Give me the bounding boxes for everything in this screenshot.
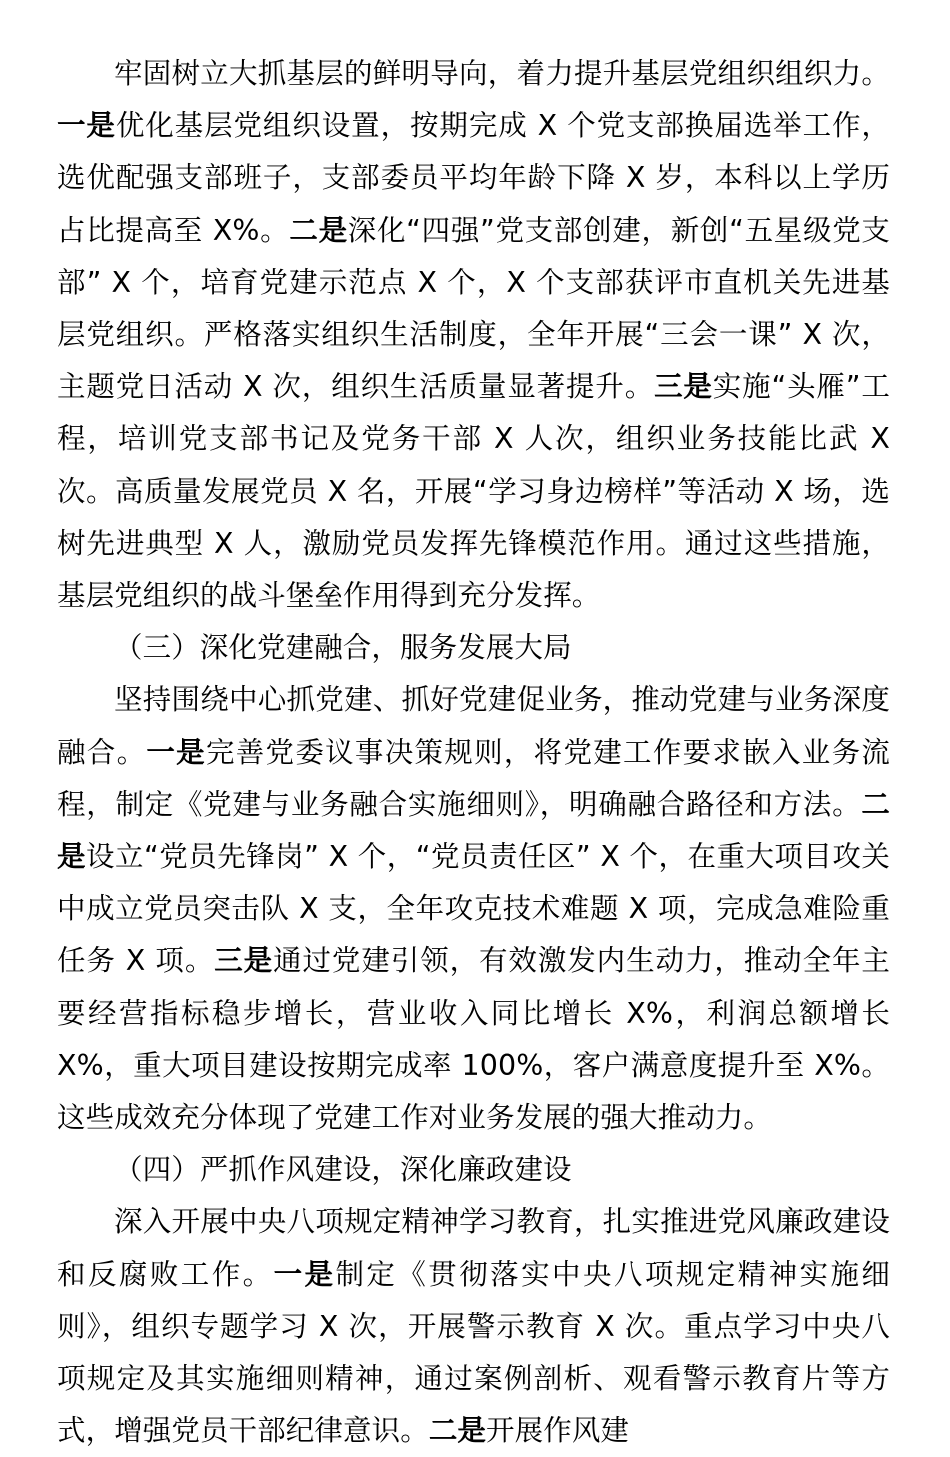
text-run: 开展作风建	[486, 1414, 630, 1448]
enumerator-label: 二是	[428, 1414, 487, 1448]
text-run: 深化“四强”党支部创建，新创“五星级党支部” X 个，培育党建示范点 X 个，X 个支部获评市直机关先进基层党组织。严格落实组织生活制度，全年开展“三会一课” X 次，主题党日活动 X 次，组织生活质量显著提升。	[57, 213, 890, 404]
text-run: 坚持围绕中心抓党建、抓好党建促业务，推动党建与业务深度融合。	[57, 683, 890, 769]
text-run: 通过党建引领，有效激发内生动力，推动全年主要经营指标稳步增长，营业收入同比增长 X%，利润总额增长 X%，重大项目建设按期完成率 100%，客户满意度提升至 X%。这些成效充分体现了党建工作对业务发展的强大推动力。	[57, 944, 891, 1135]
text-run: （三）深化党建融合，服务发展大局	[114, 631, 572, 665]
enumerator-label: 一是	[57, 109, 116, 143]
text-run: 牢固树立大抓基层的鲜明导向，着力提升基层党组织组织力。	[114, 57, 890, 90]
body-paragraph	[57, 48, 890, 622]
text-run: （四）严抓作风建设，深化廉政建设	[114, 1153, 572, 1187]
enumerator-label: 三是	[654, 370, 713, 404]
body-paragraph	[57, 1196, 890, 1457]
section-heading	[57, 622, 890, 674]
text-run: 设立“党员先锋岗” X 个，“党员责任区” X 个，在重大项目攻关中成立党员突击队 X 支，全年攻克技术难题 X 项，完成急难险重任务 X 项。	[57, 840, 890, 978]
text-run: 完善党委议事决策规则，将党建工作要求嵌入业务流程，制定《党建与业务融合实施细则》，明确融合路径和方法。	[57, 735, 890, 821]
text-run: 深入开展中央八项规定精神学习教育，扎实推进党风廉政建设和反腐败工作。	[57, 1205, 890, 1291]
enumerator-label: 二是	[57, 787, 890, 874]
document-body	[57, 48, 890, 1457]
text-run: 实施“头雁”工程，培训党支部书记及党务干部 X 人次，组织业务技能比武 X 次。高质量发展党员 X 名，开展“学习身边榜样”等活动 X 场，选树先进典型 X 人，激励党员发挥先锋模范作用。通过这些措施，基层党组织的战斗堡垒作用得到充分发挥。	[57, 370, 890, 613]
body-paragraph	[57, 674, 890, 1144]
enumerator-label: 一是	[146, 735, 206, 769]
enumerator-label: 二是	[289, 213, 348, 247]
enumerator-label: 三是	[214, 944, 274, 978]
text-run: 优化基层党组织设置，按期完成 X 个党支部换届选举工作，选优配强支部班子，支部委员平均年龄下降 X 岁，本科以上学历占比提高至 X%。	[57, 109, 891, 247]
section-heading	[57, 1144, 890, 1196]
enumerator-label: 一是	[273, 1257, 336, 1291]
text-run: 制定《贯彻落实中央八项规定精神实施细则》，组织专题学习 X 次，开展警示教育 X 次。重点学习中央八项规定及其实施细则精神，通过案例剖析、观看警示教育片等方式，增强党员干部纪律意识。	[57, 1257, 891, 1448]
